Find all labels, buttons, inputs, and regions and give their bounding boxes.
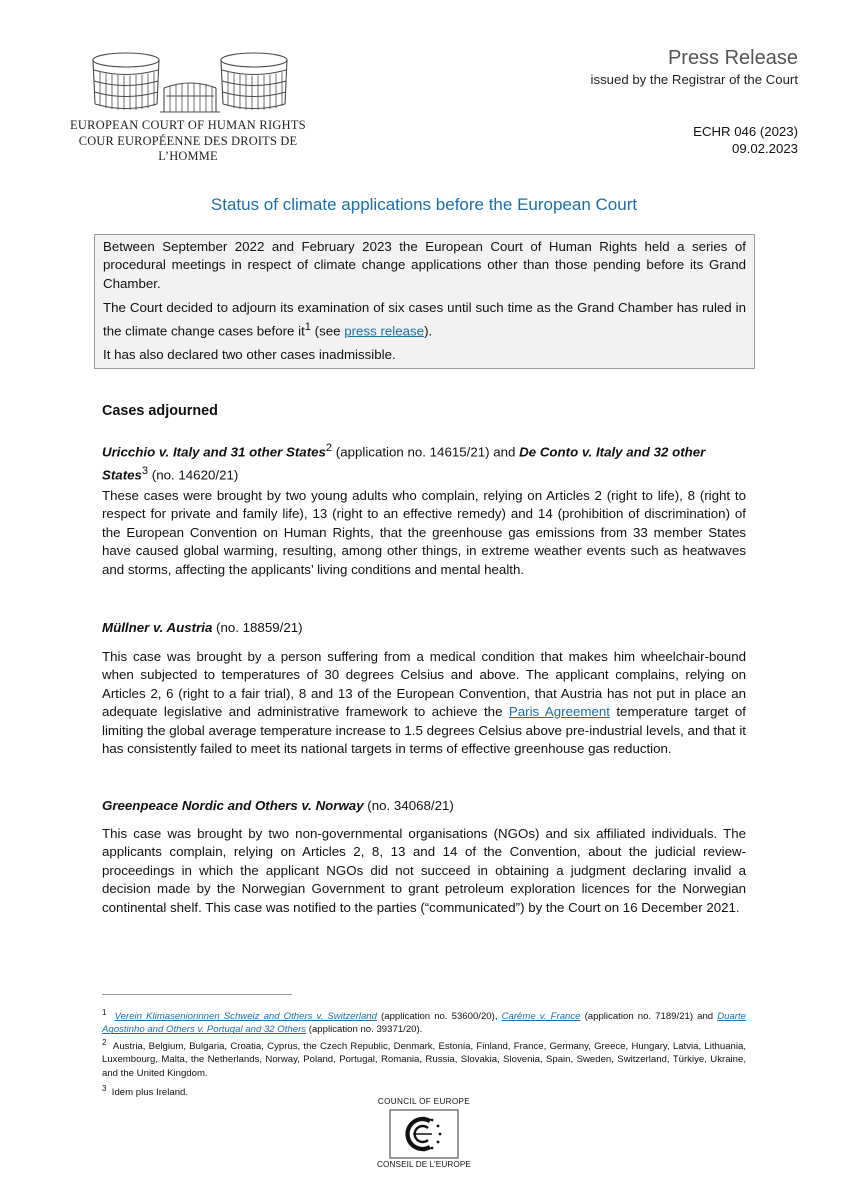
case-text: (application no. 14615/21) and bbox=[332, 444, 520, 460]
footnote-2 bbox=[102, 1036, 746, 1080]
footnote-number: 2 bbox=[102, 1038, 107, 1047]
summary-text: (see bbox=[310, 323, 345, 339]
case-text: This case was brought by a person suffering from a medical condition that makes him wheelchair-bound when subjected to temperatures of 30 degrees Celsius and above. The applicant complains, relying on Articles 2, 6 (right to a fair trial), 8 and 13 of the European Convention, that Austria has not put in place an adequate legislative and administrative framework to achieve the bbox=[102, 649, 746, 720]
summary-paragraph-2 bbox=[103, 299, 746, 340]
summary-box bbox=[94, 234, 755, 369]
summary-text: ). bbox=[424, 323, 433, 339]
summary-paragraph-1: Between September 2022 and February 2023 the European Court of Human Rights held a series of procedural meetings in respect of climate change applications other than those pending before its Grand Chamber. bbox=[103, 239, 746, 291]
case-name: Greenpeace Nordic and Others v. Norway bbox=[102, 798, 364, 813]
court-name-fr: COUR EUROPÉENNE DES DROITS DE L’HOMME bbox=[78, 134, 298, 163]
case-name: Uricchio v. Italy and 31 other States bbox=[102, 444, 326, 460]
case-title-2 bbox=[102, 619, 746, 637]
council-of-europe-logo bbox=[371, 1097, 477, 1169]
footnote-text: (application no. 7189/21) and bbox=[580, 1011, 718, 1023]
page-title: Status of climate applications before the European Court bbox=[210, 195, 638, 214]
case-name: Müllner v. Austria bbox=[102, 620, 213, 635]
footnote-ref-1[interactable]: 1 bbox=[304, 320, 311, 333]
case-text: (no. 34068/21) bbox=[363, 798, 454, 813]
footnote-1 bbox=[102, 1006, 746, 1037]
section-heading: Cases adjourned bbox=[102, 403, 218, 419]
court-name-en: EUROPEAN COURT OF HUMAN RIGHTS bbox=[70, 118, 306, 132]
case-text: (no. 18859/21) bbox=[212, 620, 303, 635]
footnote-divider bbox=[102, 994, 292, 995]
reference-number: ECHR 046 (2023) bbox=[693, 124, 798, 139]
summary-text: The Court decided to adjourn its examination of six cases until such time as the Grand Chamber has ruled in the climate change cases before it bbox=[103, 300, 746, 339]
footnote-text: Idem plus Ireland. bbox=[111, 1087, 189, 1099]
footnote-case-link[interactable]: Duarte Agostinho and Others v. Portugal and 32 Others bbox=[102, 1011, 746, 1036]
footnote-case-link[interactable]: Carême v. France bbox=[501, 1011, 581, 1023]
footnote-ref-3[interactable]: 3 bbox=[141, 464, 149, 477]
case-body-3: This case was brought by two non-governmental organisations (NGOs) and six affiliated individuals. The applicants complain, relying on Articles 2, 8, 13 and 14 of the Convention, about the judicial review-proceedings in which the applicant NGOs did not succeed in obtaining a judgment declaring invalid a decision made by the Norwegian Government to grant petroleum exploration licences for the Norwegian continental shelf. This case was notified to the parties (“communicated”) by the Court on 16 December 2021. bbox=[102, 826, 746, 915]
press-release-label: Press Release bbox=[667, 47, 798, 69]
footnote-ref-2[interactable]: 2 bbox=[325, 442, 333, 454]
court-logo bbox=[54, 50, 322, 164]
case-text: temperature target of limiting the global average temperature increase to 1.5 degrees Celsius above pre-industrial levels, and that it has consistently failed to meet its national targets in terms of effective greenhouse gas reduction. bbox=[102, 704, 746, 757]
case-name: De Conto v. Italy and 32 other States bbox=[102, 444, 706, 483]
footnote-text: (application no. 53600/20), bbox=[376, 1011, 502, 1023]
council-of-europe-emblem-icon bbox=[384, 1109, 464, 1159]
footnote-number: 3 bbox=[102, 1084, 107, 1093]
council-name-en: COUNCIL OF EUROPE bbox=[377, 1097, 471, 1106]
paris-agreement-link[interactable]: Paris Agreement bbox=[508, 704, 610, 720]
case-body-2 bbox=[102, 648, 746, 758]
footnote-text: (application no. 39371/20). bbox=[306, 1024, 423, 1036]
court-building-icon bbox=[86, 50, 294, 116]
footnote-case-link[interactable]: Verein Klimaseniorinnen Schweiz and Others v. Switzerland bbox=[114, 1011, 377, 1023]
case-title-3 bbox=[102, 797, 746, 815]
press-release-link[interactable]: press release bbox=[344, 323, 425, 339]
summary-paragraph-3: It has also declared two other cases inadmissible. bbox=[103, 347, 396, 363]
release-date: 09.02.2023 bbox=[731, 141, 798, 156]
footnote-text: Austria, Belgium, Bulgaria, Croatia, Cyprus, the Czech Republic, Denmark, Estonia, Finland, France, Germany, Greece, Hungary, Latvia, Lithuania, Luxembourg, Malta, the Netherlands, Norway, Poland, Portugal, Romania, Russia, Slovakia, Slovenia, Spain, Sweden, Switzerland, Türkiye, Ukraine, and the United Kingdom. bbox=[102, 1041, 746, 1079]
case-title-1 bbox=[102, 439, 746, 485]
footnote-number: 1 bbox=[102, 1008, 107, 1017]
case-text: (no. 14620/21) bbox=[148, 467, 239, 483]
case-body-1: These cases were brought by two young adults who complain, relying on Articles 2 (right to life), 8 (right to respect for private and family life), 13 (right to an effective remedy) and 14 (prohibition of discrimination) of the European Convention on Human Rights, that the greenhouse gas emissions from 33 member States have caused global warming, resulting, among other things, in extreme weather events such as heatwaves and storms, affecting the applicants’ living conditions and mental health. bbox=[102, 488, 746, 577]
issued-by-label: issued by the Registrar of the Court bbox=[590, 72, 798, 87]
council-name-fr: CONSEIL DE L’EUROPE bbox=[377, 1160, 471, 1169]
